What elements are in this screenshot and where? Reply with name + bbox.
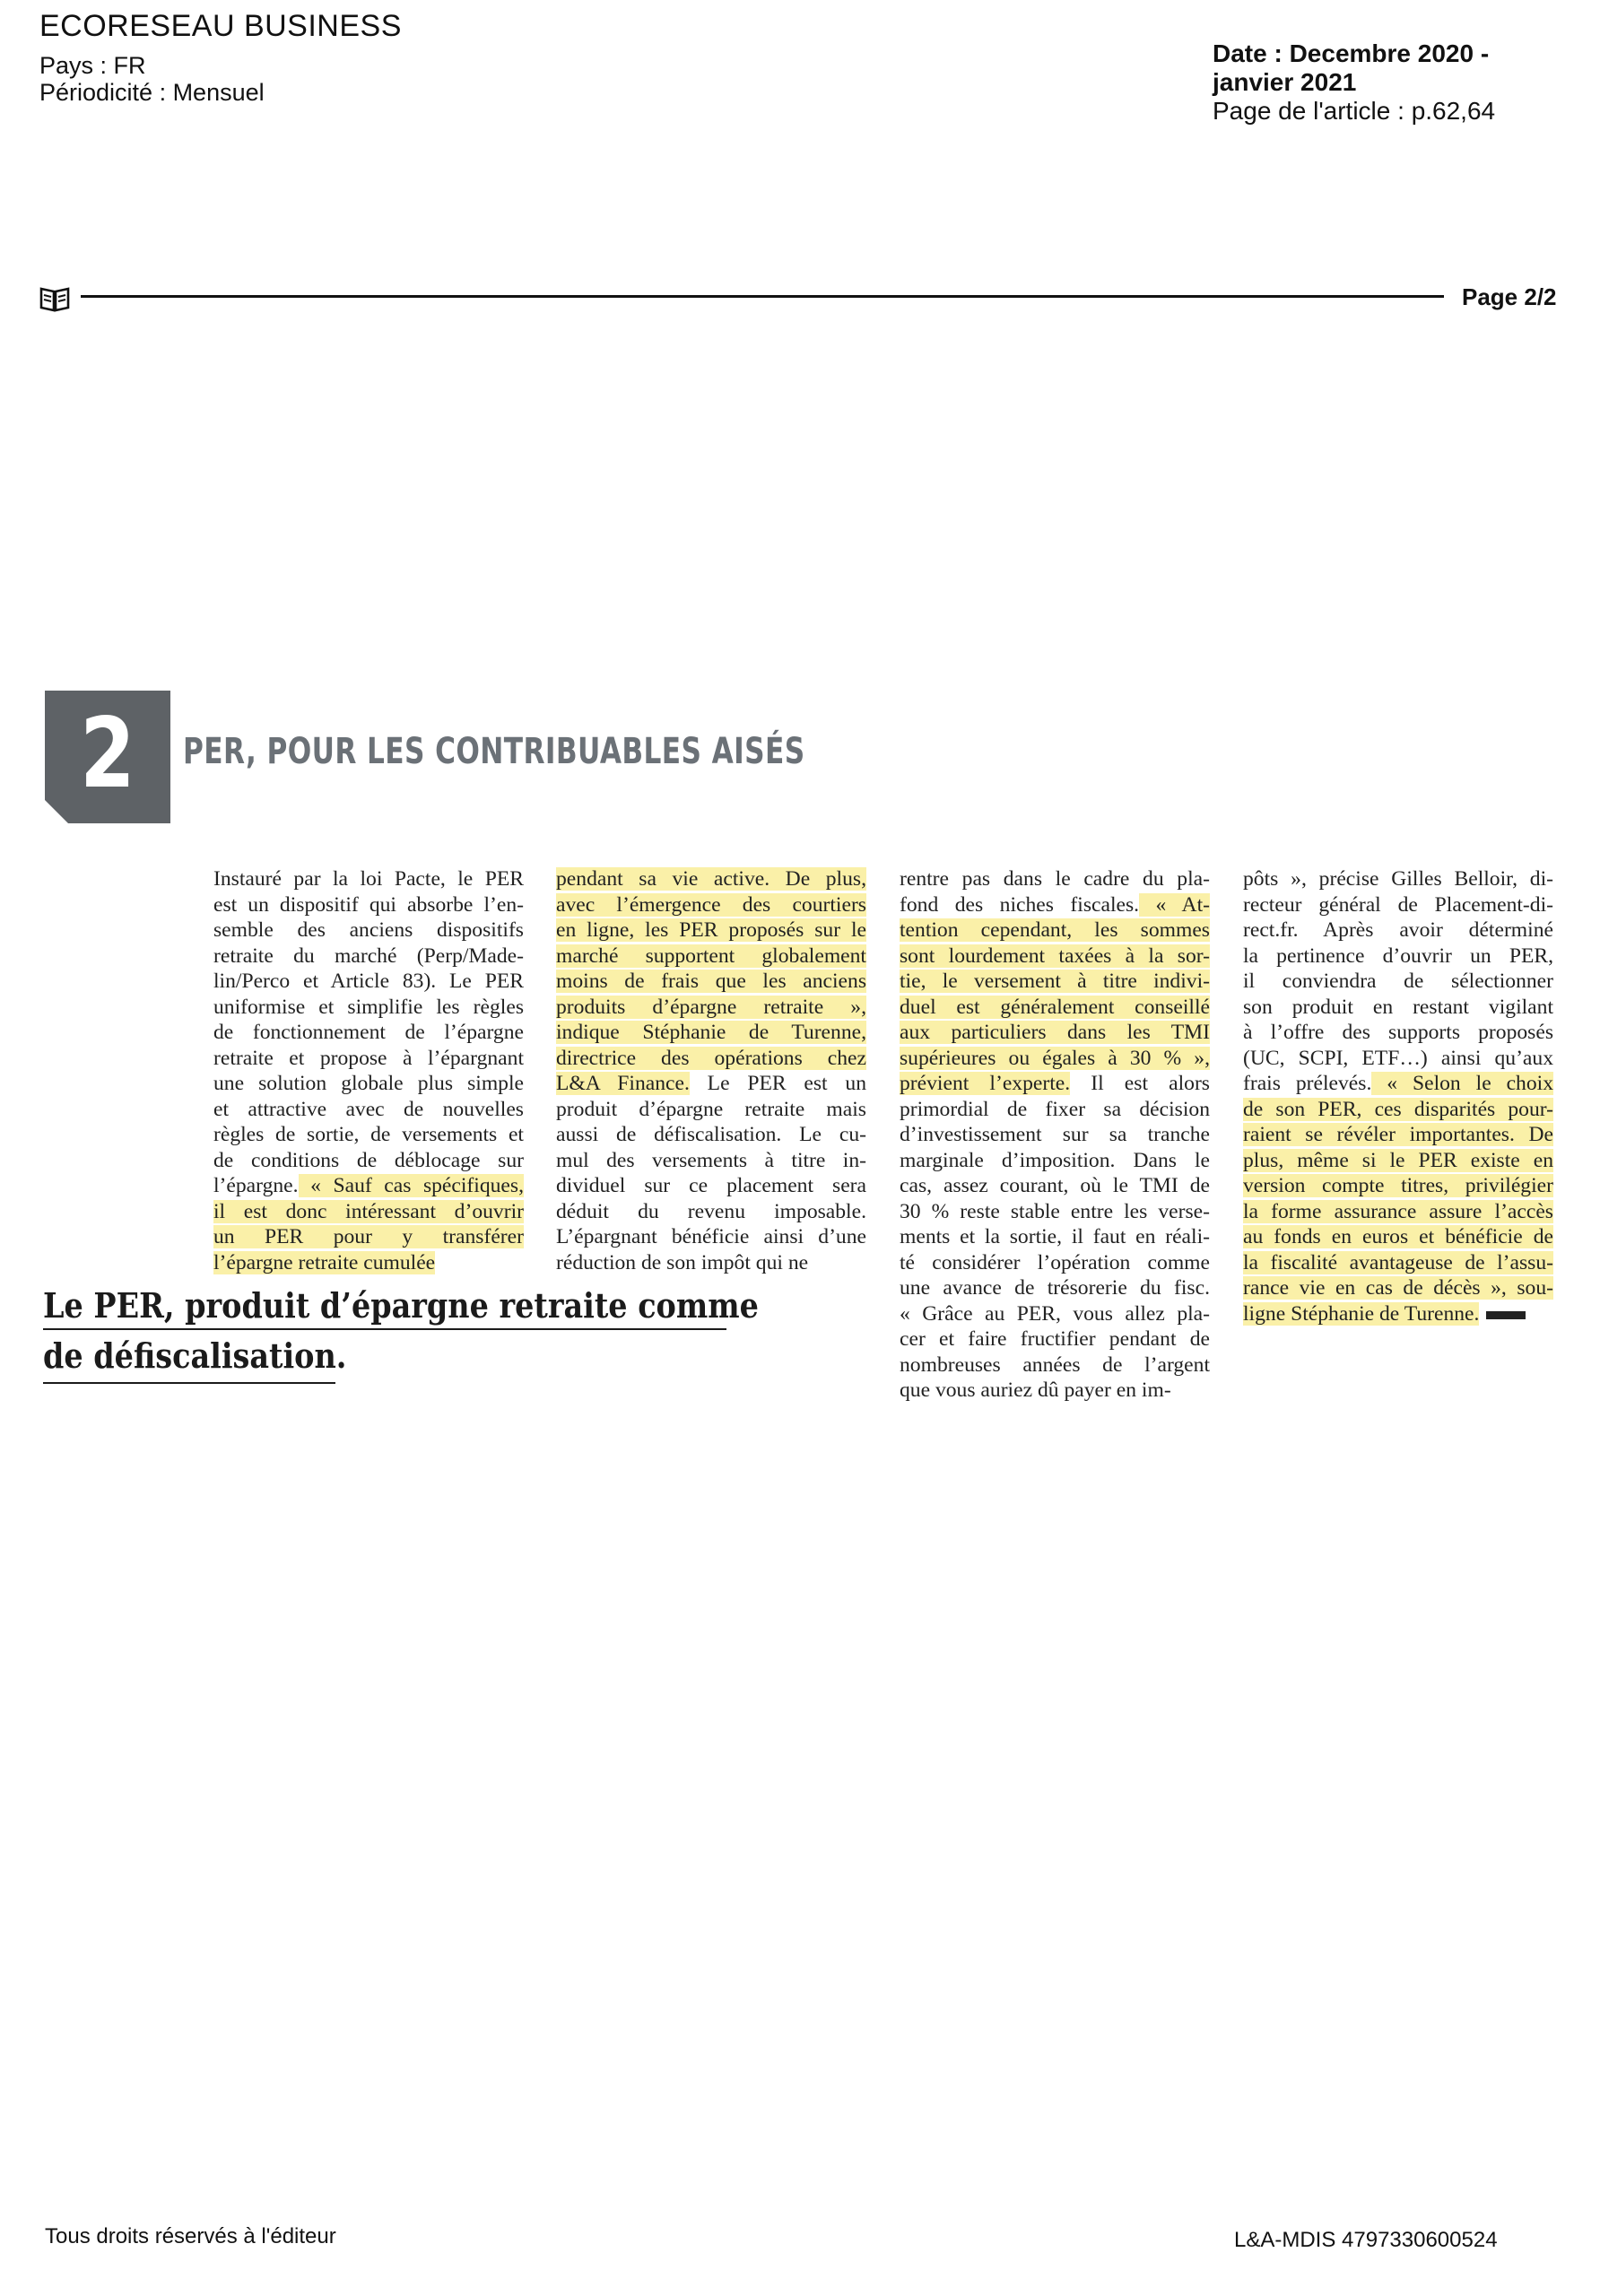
article-line (556, 866, 866, 892)
article-line (1243, 1199, 1553, 1225)
highlighted-text: pendant sa vie active. De plus, (556, 867, 866, 891)
article-line (213, 1148, 524, 1174)
article-text: nombreuses années de l’argent (900, 1352, 1210, 1377)
highlighted-text: la fiscalité avantageuse de l’assu- (1243, 1250, 1553, 1274)
article-line (556, 1122, 866, 1148)
highlighted-text: supérieures ou égales à 30 % », (900, 1046, 1210, 1070)
highlighted-text: sont lourdement taxées à la sor- (900, 944, 1210, 968)
highlighted-text: un PER pour y transférer (213, 1225, 524, 1248)
article-text: té considérer l’opération comme (900, 1250, 1210, 1274)
article-line (900, 1326, 1210, 1352)
article-line (556, 1020, 866, 1046)
article-line (213, 892, 524, 918)
highlighted-text: « Selon le choix (1371, 1072, 1553, 1095)
article-column-1 (213, 866, 524, 1275)
article-line (1243, 1275, 1553, 1301)
highlighted-text: L&A Finance. (556, 1072, 690, 1095)
highlighted-text: avec l’émergence des courtiers (556, 892, 866, 917)
article-text: produit d’épargne retraite mais (556, 1097, 866, 1121)
article-text: ments et la sortie, il faut en réali- (900, 1225, 1210, 1248)
article-line (900, 866, 1210, 892)
article-line (900, 1097, 1210, 1123)
article-text: Instauré par la loi Pacte, le PER (213, 867, 524, 891)
highlighted-text: directrice des opérations chez (556, 1046, 866, 1070)
article-line (213, 944, 524, 970)
article-text: fond des niches fiscales. (900, 892, 1140, 917)
article-line (213, 1046, 524, 1072)
article-text: Le PER est un (689, 1072, 866, 1095)
article-text: uniformise et simplifie les règles (213, 995, 524, 1019)
article-text: que vous auriez dû payer en im- (900, 1378, 1171, 1402)
article-text: d’investissement sur sa tranche (900, 1123, 1210, 1146)
highlighted-text: en ligne, les PER proposés sur le (556, 918, 866, 942)
article-line (900, 1122, 1210, 1148)
article-line (900, 892, 1210, 918)
article-column-2 (556, 866, 866, 1275)
highlighted-text: version compte titres, privilégier (1243, 1174, 1553, 1197)
article-line (900, 1020, 1210, 1046)
article-line (900, 1199, 1210, 1225)
highlighted-text: il est donc intéressant d’ouvrir (213, 1199, 524, 1223)
article-line (1243, 1148, 1553, 1174)
article-line (1243, 1301, 1553, 1327)
highlighted-text: produits d’épargne retraite », (556, 995, 866, 1019)
highlighted-text: la forme assurance assure l’accès (1243, 1199, 1553, 1223)
article-pages: Page de l'article : p.62,64 (1213, 97, 1496, 125)
pull-quote-underline-2 (43, 1382, 335, 1384)
article-text: cas, assez courant, où le TMI de (900, 1174, 1210, 1197)
article-column-4 (1243, 866, 1553, 1326)
article-text: dividuel sur ce placement sera (556, 1174, 866, 1197)
date-line-2: janvier 2021 (1213, 68, 1357, 96)
article-line (900, 1250, 1210, 1276)
footer-reference: L&A-MDIS 4797330600524 (1234, 2228, 1498, 2252)
article-line (1243, 1071, 1553, 1097)
article-line (1243, 969, 1553, 995)
article-line (213, 918, 524, 944)
highlighted-text: raient se révéler importantes. De (1243, 1123, 1553, 1146)
article-text: retraite et propose à l’épargnant (213, 1046, 524, 1070)
article-text: réduction de son impôt qui ne (556, 1250, 809, 1274)
pull-quote-line-1: Le PER, produit d’épargne retraite comme (43, 1285, 759, 1326)
header-divider (81, 295, 1444, 298)
article-line (1243, 1122, 1553, 1148)
article-line (213, 1020, 524, 1046)
article-column-3 (900, 866, 1210, 1404)
article-text: la pertinence d’ouvrir un PER, (1243, 944, 1553, 968)
article-line (213, 995, 524, 1021)
section-title: PER, POUR LES CONTRIBUABLES AISÉS (183, 731, 805, 772)
article-line (213, 1250, 524, 1276)
article-line (1243, 1097, 1553, 1123)
article-line (556, 918, 866, 944)
article-text: Il est alors (1070, 1072, 1210, 1095)
article-text: lin/Perco et Article 83). Le PER (213, 970, 524, 993)
article-text: règles de sortie, de versements et (213, 1123, 524, 1146)
highlighted-text: duel est généralement conseillé (900, 995, 1210, 1019)
highlighted-text: plus, même si le PER existe en (1243, 1148, 1553, 1172)
article-line (900, 1378, 1210, 1404)
article-line (556, 1097, 866, 1123)
article-text: l’épargne. (213, 1174, 299, 1197)
article-line (900, 969, 1210, 995)
highlighted-text: aux particuliers dans les TMI (900, 1021, 1210, 1044)
article-line (900, 1224, 1210, 1250)
article-line (213, 1122, 524, 1148)
pull-quote-line-2: de défiscalisation. (43, 1335, 347, 1376)
article-text: mul des versements à titre in- (556, 1148, 866, 1172)
article-line (1243, 1173, 1553, 1199)
article-line (213, 1173, 524, 1199)
article-line (556, 1148, 866, 1174)
article-text: marginale d’imposition. Dans le (900, 1148, 1210, 1172)
article-line (1243, 866, 1553, 892)
article-line (900, 1173, 1210, 1199)
article-line (213, 1071, 524, 1097)
highlighted-text: tie, le versement à titre indivi- (900, 970, 1210, 993)
article-line (556, 892, 866, 918)
page-indicator: Page 2/2 (1462, 283, 1557, 310)
highlighted-text: moins de frais que les anciens (556, 970, 866, 993)
article-line (213, 1097, 524, 1123)
date-block (1213, 39, 1500, 126)
article-line (1243, 1250, 1553, 1276)
article-line (1243, 1046, 1553, 1072)
highlighted-text: rance vie en cas de décès », sou- (1243, 1276, 1553, 1300)
article-text: 30 % reste stable entre les verse- (900, 1199, 1210, 1223)
article-text: frais prélevés. (1243, 1072, 1372, 1095)
article-line (556, 1199, 866, 1225)
article-text: retraite du marché (Perp/Made- (213, 944, 524, 968)
article-line (556, 1250, 866, 1276)
article-text: il conviendra de sélectionner (1243, 970, 1553, 993)
article-line (900, 1071, 1210, 1097)
article-text: primordial de fixer sa décision (900, 1097, 1210, 1121)
article-line (1243, 1224, 1553, 1250)
periodicity: Périodicité : Mensuel (39, 79, 265, 106)
article-line (900, 1046, 1210, 1072)
article-line (1243, 995, 1553, 1021)
highlighted-text: marché supportent globalement (556, 944, 866, 968)
article-line (900, 944, 1210, 970)
article-line (1243, 1020, 1553, 1046)
article-line (1243, 944, 1553, 970)
article-line (900, 918, 1210, 944)
highlighted-text: de son PER, ces disparités pour- (1243, 1097, 1553, 1121)
article-line (900, 1352, 1210, 1378)
article-line (213, 1224, 524, 1250)
article-text: rentre pas dans le cadre du pla- (900, 867, 1210, 891)
article-end-mark (1486, 1311, 1526, 1319)
article-line (556, 995, 866, 1021)
article-line (1243, 918, 1553, 944)
highlighted-text: tention cependant, les sommes (900, 918, 1210, 942)
highlighted-text: « At- (1139, 892, 1210, 917)
article-text: et attractive avec de nouvelles (213, 1097, 524, 1121)
article-line (900, 1148, 1210, 1174)
section-number: 2 (80, 698, 135, 810)
article-text: son produit en restant vigilant (1243, 995, 1553, 1019)
article-line (213, 969, 524, 995)
article-line (900, 1275, 1210, 1301)
article-text: à l’offre des supports proposés (1243, 1021, 1553, 1044)
article-line (556, 1224, 866, 1250)
article-line (213, 866, 524, 892)
article-line (900, 995, 1210, 1021)
footer-rights: Tous droits réservés à l'éditeur (45, 2224, 336, 2248)
article-text: recteur général de Placement-di- (1243, 892, 1553, 917)
article-line (1243, 892, 1553, 918)
highlighted-text: « Sauf cas spécifiques, (298, 1174, 524, 1197)
pull-quote (43, 1281, 759, 1381)
article-line (556, 1071, 866, 1097)
article-text: aussi de défiscalisation. Le cu- (556, 1123, 866, 1146)
article-text: de conditions de déblocage sur (213, 1148, 524, 1172)
article-text: rect.fr. Après avoir déterminé (1243, 918, 1553, 942)
highlighted-text: indique Stéphanie de Turenne, (556, 1021, 866, 1044)
article-text: L’épargnant bénéficie ainsi d’une (556, 1225, 866, 1248)
country: Pays : FR (39, 52, 146, 79)
article-text: semble des anciens dispositifs (213, 918, 524, 942)
article-text: (UC, SCPI, ETF…) ainsi qu’aux (1243, 1046, 1553, 1070)
highlighted-text: prévient l’experte. (900, 1072, 1071, 1095)
book-icon (39, 285, 70, 312)
article-text: « Grâce au PER, vous allez pla- (900, 1301, 1210, 1326)
article-text: est un dispositif qui absorbe l’en- (213, 892, 524, 917)
article-line (556, 1046, 866, 1072)
article-text: pôts », précise Gilles Belloir, di- (1243, 867, 1553, 891)
article-text: une avance de trésorerie du fisc. (900, 1276, 1210, 1300)
article-line (556, 1173, 866, 1199)
article-text: cer et faire fructifier pendant de (900, 1327, 1210, 1351)
article-line (900, 1301, 1210, 1327)
highlighted-text: au fonds en euros et bénéficie de (1243, 1225, 1553, 1248)
article-line (556, 944, 866, 970)
article-text: déduit du revenu imposable. (556, 1199, 866, 1223)
pull-quote-underline-1 (43, 1328, 726, 1330)
article-line (213, 1199, 524, 1225)
article-line (556, 969, 866, 995)
date-line-1: Date : Decembre 2020 - (1213, 39, 1490, 67)
highlighted-text: l’épargne retraite cumulée (213, 1250, 436, 1274)
article-text: de fonctionnement de l’épargne (213, 1021, 524, 1044)
publication-name: ECORESEAU BUSINESS (39, 9, 402, 43)
highlighted-text: ligne Stéphanie de Turenne. (1243, 1301, 1480, 1326)
article-text: une solution globale plus simple (213, 1072, 524, 1095)
